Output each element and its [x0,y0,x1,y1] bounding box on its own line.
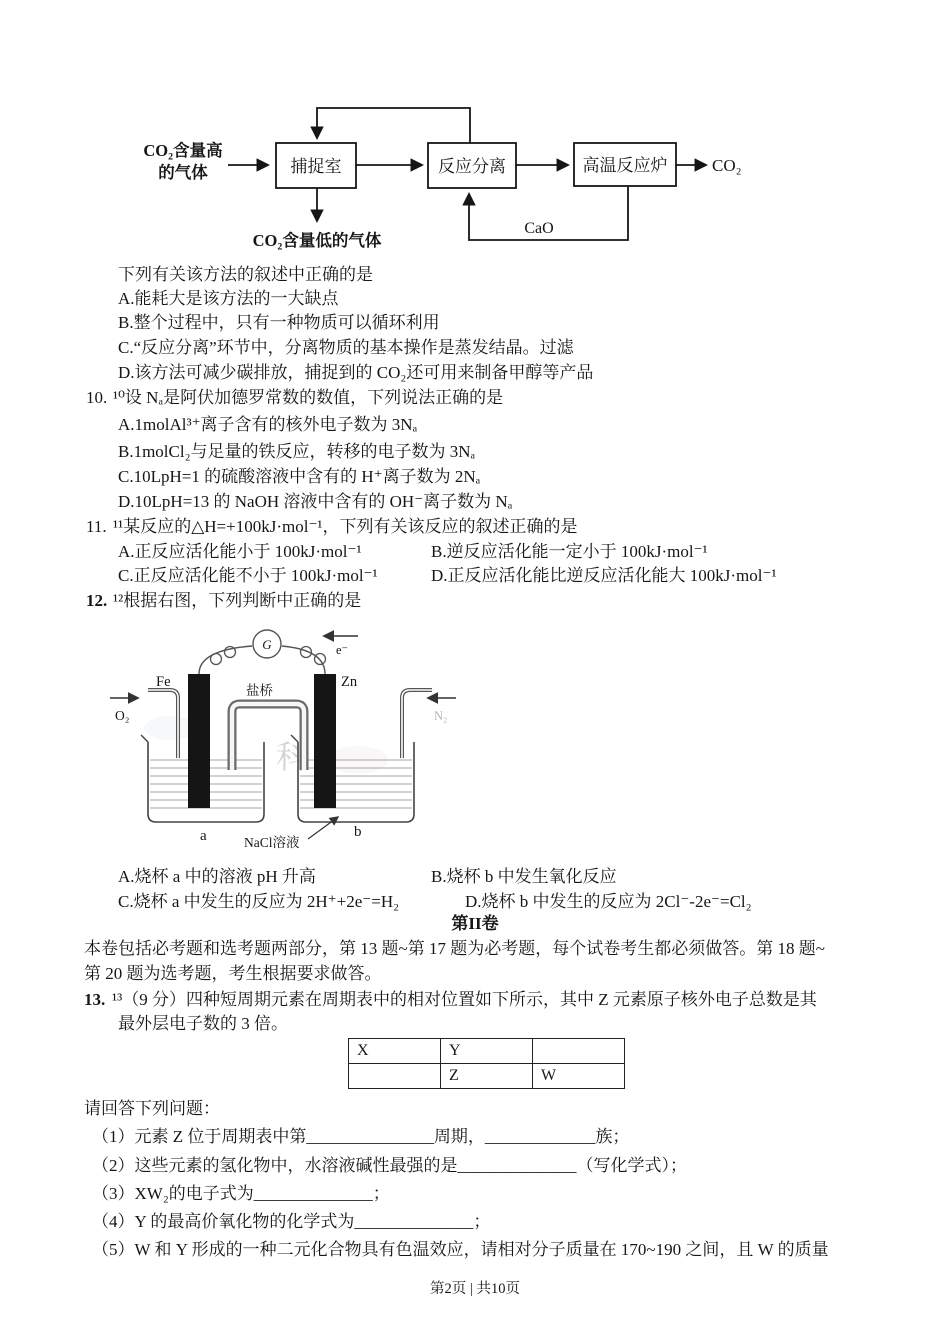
wire-coil [225,647,236,658]
q10-stem: ¹⁰设 Nₐ是阿伏加德罗常数的数值，下列说法正确的是 [113,388,504,407]
right-gas-tube [402,690,432,758]
q12-option-c: C.烧杯 a 中发生的反应为 2H⁺+2e⁻=H₂ [118,892,400,911]
zn-electrode [314,674,336,808]
q9-stem: 下列有关该方法的叙述中正确的是 [118,265,373,284]
table-cell [349,1064,441,1089]
q13-stem-line1: ¹³（9 分）四种短周期元素在周期表中的相对位置如下所示，其中 Z 元素原子核外电子总数是其 [112,990,817,1009]
page-footer: 第2页 | 共10页 [430,1281,520,1297]
q11-option-b: B.逆反应活化能一定小于 100kJ·mol⁻¹ [431,542,708,561]
beaker-a-label: a [200,828,207,844]
q9-option-a: A.能耗大是该方法的一大缺点 [118,289,339,308]
right-wire [282,646,325,674]
q12-option-a: A.烧杯 a 中的溶液 pH 升高 [118,867,316,886]
q9-option-c: C.“反应分离”环节中，分离物质的基本操作是蒸发结晶。过滤 [118,338,574,357]
q10-option-d: D.10LpH=13 的 NaOH 溶液中含有的 OH⁻离子数为 Nₐ [118,492,513,511]
q10-number: 10. [86,388,108,407]
furnace-box-label: 高温反应炉 [582,156,668,175]
flow-input-label-line2: 的气体 [158,163,208,182]
solution-pointer [308,817,338,839]
q13-prompt: 请回答下列问题： [84,1099,220,1118]
q9-option-d: D.该方法可减少碳排放，捕捉到的 CO₂还可用来制备甲醇等产品 [118,363,594,382]
q12-option-d: D.烧杯 b 中发生的反应为 2Cl⁻-2e⁻=Cl₂ [465,892,752,911]
table-cell [533,1039,625,1064]
table-cell: X [349,1039,441,1064]
q13-sub2: （2）这些元素的氢化物中，水溶液碱性最强的是______________（写化学式）； [92,1156,687,1175]
section2-intro-line2: 第 20 题为选考题，考生根据要求做答。 [84,964,382,983]
o2-label: O₂ [115,708,130,723]
q11-option-d: D.正反应活化能比逆反应活化能大 100kJ·mol⁻¹ [431,566,777,585]
q12-stem: ¹²根据右图，下列判断中正确的是 [113,591,362,610]
solution-label: NaCl溶液 [244,835,300,850]
capture-box-label: 捕捉室 [290,157,342,176]
q11-stem: ¹¹某反应的△H=+100kJ·mol⁻¹，下列有关该反应的叙述正确的是 [113,517,578,536]
zn-label: Zn [341,674,358,690]
q11-option-a: A.正反应活化能小于 100kJ·mol⁻¹ [118,542,362,561]
flow-loop-top [317,108,470,143]
electron-flow-label: e⁻ [336,643,349,657]
q13-sub1: （1）元素 Z 位于周期表中第_______________周期，_____________族； [92,1127,630,1146]
section2-intro-line1: 本卷包括必考题和选考题两部分，第 13 题~第 17 题为必考题，每个试卷考生都必须做答。第 18 题~ [84,939,825,958]
q10-option-a: A.1molAl³⁺离子含有的核外电子数为 3Nₐ [118,415,418,434]
flow-output-label: CO₂ [712,156,742,175]
flow-low-gas-label: CO₂含量低的气体 [252,231,382,250]
scan-watermark: 科 [276,739,309,775]
q9-option-b: B.整个过程中，只有一种物质可以循环利用 [118,313,440,332]
salt-bridge-label: 盐桥 [246,683,273,698]
q13-number: 13. [84,990,106,1009]
q10-option-c: C.10LpH=1 的硫酸溶液中含有的 H⁺离子数为 2Nₐ [118,467,481,486]
wire-coil [211,654,222,665]
q13-sub5: （5）W 和 Y 形成的一种二元化合物具有色温效应，请相对分子质量在 170~190 之间，且 W 的质量 [92,1240,829,1259]
fe-electrode [188,674,210,808]
left-wire [199,646,252,674]
q12-number: 12. [86,591,108,610]
table-cell: Z [441,1064,533,1089]
table-cell: Y [441,1039,533,1064]
periodic-position-table [348,1038,625,1089]
q13-stem-line2: 最外层电子数的 3 倍。 [118,1014,288,1033]
flow-input-label-line1: CO₂含量高 [143,141,223,160]
q13-sub3: （3）XW₂的电子式为______________； [92,1184,390,1203]
co2-capture-flow-diagram [130,90,780,260]
table-cell: W [533,1064,625,1089]
separation-box-label: 反应分离 [438,157,506,176]
galvanic-cell-figure [108,610,473,858]
q11-number: 11. [86,517,107,536]
q10-option-b: B.1molCl₂与足量的铁反应，转移的电子数为 3Nₐ [118,442,476,461]
beaker-b-label: b [354,824,362,840]
right-gas-label: N₂ [434,709,448,723]
fe-label: Fe [156,674,171,690]
section2-title: 第II卷 [451,914,499,933]
beaker-a-spout [141,735,148,742]
right-gas-tube-inner [402,690,432,758]
q13-sub4: （4）Y 的最高价氧化物的化学式为______________； [92,1212,491,1231]
galvanometer-label: G [262,637,272,652]
q12-option-b: B.烧杯 b 中发生氧化反应 [431,867,617,886]
flow-cao-label: CaO [524,220,554,237]
q11-option-c: C.正反应活化能不小于 100kJ·mol⁻¹ [118,566,378,585]
